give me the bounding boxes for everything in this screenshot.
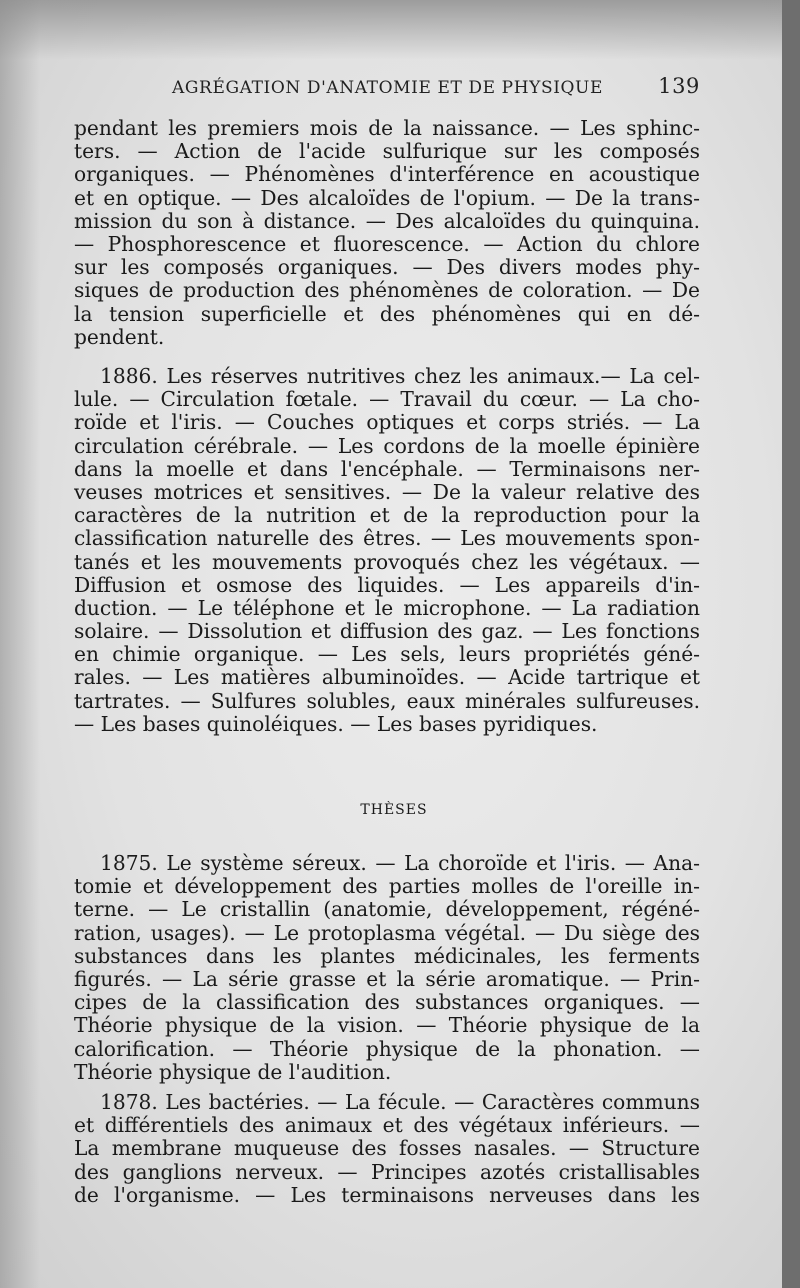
text-line: et différentiels des animaux et des végétaux inférieurs. — bbox=[74, 1114, 700, 1138]
text-line: La membrane muqueuse des fosses nasales. — Structure bbox=[74, 1137, 700, 1161]
text-line: figurés. — La série grasse et la série aromatique. — Prin- bbox=[74, 967, 700, 991]
page-header bbox=[172, 76, 700, 104]
text-line: pendent. bbox=[74, 325, 165, 349]
page-number: 139 bbox=[658, 74, 700, 98]
running-title: AGRÉGATION D'ANATOMIE ET DE PHYSIQUE bbox=[172, 78, 603, 98]
text-line: la tension superficielle et des phénomènes qui en dé- bbox=[74, 302, 700, 326]
text-line: 1886. Les réserves nutritives chez les animaux.— La cel- bbox=[100, 365, 700, 388]
text-line: calorification. — Théorie physique de la phonation. — bbox=[74, 1037, 700, 1061]
paragraph-1878 bbox=[74, 1091, 700, 1207]
text-line: classification naturelle des êtres. — Les mouvements spon- bbox=[74, 527, 700, 551]
text-line: en chimie organique. — Les sels, leurs propriétés géné- bbox=[74, 643, 700, 667]
text-line: mission du son à distance. — Des alcaloïdes du quinquina. bbox=[74, 209, 700, 233]
text-line: tanés et les mouvements provoqués chez les végétaux. — bbox=[74, 550, 700, 574]
text-line: solaire. — Dissolution et diffusion des gaz. — Les fonctions bbox=[74, 620, 700, 644]
text-line: 1875. Le système séreux. — La choroïde et l'iris. — Ana- bbox=[100, 852, 700, 875]
text-line: 1878. Les bactéries. — La fécule. — Caractères communs bbox=[100, 1091, 700, 1114]
text-line: de l'organisme. — Les terminaisons nerveuses dans les bbox=[74, 1183, 700, 1207]
text-line: circulation cérébrale. — Les cordons de la moelle épinière bbox=[74, 434, 700, 458]
text-line: duction. — Le téléphone et le microphone. — La radiation bbox=[74, 596, 700, 620]
text-line: lule. — Circulation fœtale. — Travail du cœur. — La cho- bbox=[74, 388, 700, 412]
text-line: sur les composés organiques. — Des divers modes phy- bbox=[74, 256, 700, 280]
text-line: tartrates. — Sulfures solubles, eaux minérales sulfureuses. bbox=[74, 689, 700, 713]
text-line: organiques. — Phénomènes d'interférence en acoustique bbox=[74, 163, 700, 187]
text-line: Théorie physique de l'audition. bbox=[74, 1060, 392, 1084]
text-line: — Les bases quinoléiques. — Les bases pyridiques. bbox=[74, 712, 598, 736]
text-line: tomie et développement des parties molles de l'oreille in- bbox=[74, 875, 700, 899]
text-line: veuses motrices et sensitives. — De la valeur relative des bbox=[74, 480, 700, 504]
text-line: dans la moelle et dans l'encéphale. — Terminaisons ner- bbox=[74, 457, 700, 481]
text-line: cipes de la classification des substances organiques. — bbox=[74, 991, 700, 1015]
text-line: ters. — Action de l'acide sulfurique sur les composés bbox=[74, 140, 700, 164]
text-line: siques de production des phénomènes de coloration. — De bbox=[74, 279, 700, 303]
text-line: — Phosphorescence et fluorescence. — Action du chlore bbox=[74, 232, 700, 256]
text-line: ration, usages). — Le protoplasma végétal. — Du siège des bbox=[74, 921, 700, 945]
text-line: des ganglions nerveux. — Principes azotés cristallisables bbox=[74, 1160, 700, 1184]
paragraph-continued bbox=[74, 117, 700, 349]
paragraph-1886 bbox=[74, 365, 700, 736]
text-line: substances dans les plantes médicinales, les ferments bbox=[74, 944, 700, 968]
text-line: Diffusion et osmose des liquides. — Les appareils d'in- bbox=[74, 573, 700, 597]
text-line: terne. — Le cristallin (anatomie, développement, régéné- bbox=[74, 898, 700, 922]
text-line: pendant les premiers mois de la naissance. — Les sphinc- bbox=[74, 117, 700, 140]
text-line: caractères de la nutrition et de la reproduction pour la bbox=[74, 504, 700, 528]
section-title: THÈSES bbox=[360, 802, 428, 818]
paragraph-1875 bbox=[74, 852, 700, 1084]
text-line: et en optique. — Des alcaloïdes de l'opium. — De la trans- bbox=[74, 186, 700, 210]
text-line: rales. — Les matières albuminoïdes. — Acide tartrique et bbox=[74, 666, 700, 690]
text-line: roïde et l'iris. — Couches optiques et corps striés. — La bbox=[74, 411, 700, 435]
text-line: Théorie physique de la vision. — Théorie physique de la bbox=[74, 1014, 700, 1038]
